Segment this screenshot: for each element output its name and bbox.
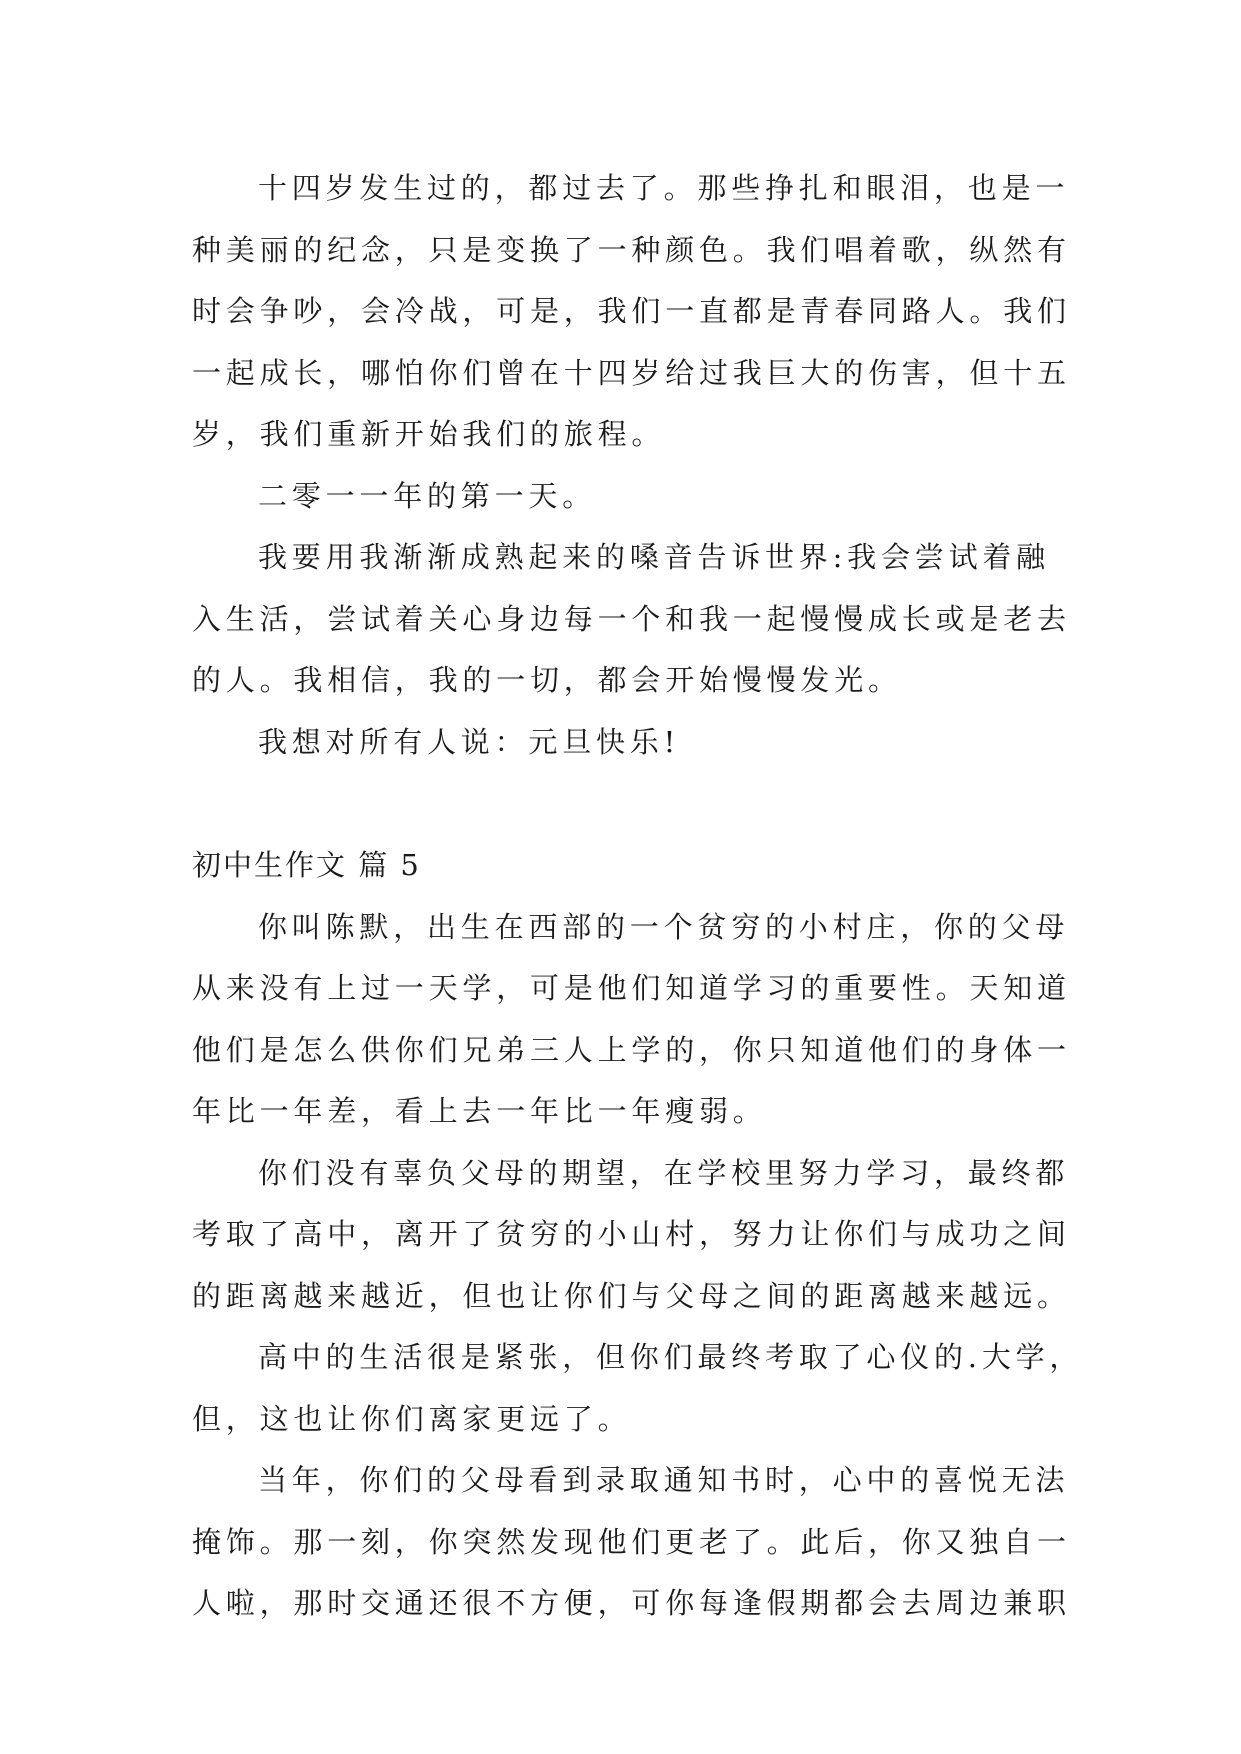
paragraph (192, 527, 1071, 712)
paragraph (192, 1143, 1071, 1328)
text-line: 但，这也让你们离家更远了。 (192, 1401, 632, 1436)
text-line: 二零一一年的第一天。 (258, 478, 597, 513)
text-line: 时会争吵，会冷战，可是，我们一直都是青春同路人。我们 (192, 294, 1071, 328)
text-line: 种美丽的纪念，只是变换了一种颜色。我们唱着歌，纵然有 (192, 232, 1071, 267)
paragraph (192, 712, 1052, 774)
text-line: 掩饰。那一刻，你突然发现他们更老了。此后，你又独自一 (192, 1524, 1071, 1559)
paragraph (192, 1450, 1071, 1635)
text-line: 岁，我们重新开始我们的旅程。 (192, 417, 666, 451)
text-line: 高中的生活很是紧张，但你们最终考取了心仪的.大学， (258, 1340, 1084, 1374)
paragraph (192, 897, 1071, 1143)
text-line: 人啦，那时交通还很不方便，可你每逢假期都会去周边兼职 (192, 1586, 1071, 1620)
text-line: 当年，你们的父母看到录取通知书时，心中的喜悦无法 (258, 1463, 1070, 1497)
paragraph (192, 466, 1052, 528)
paragraph-gap (192, 773, 1052, 835)
paragraph (192, 158, 1071, 466)
text-line: 我要用我渐渐成熟起来的嗓音告诉世界:我会尝试着融 (258, 540, 1050, 574)
text-line: 你叫陈默，出生在西部的一个贫穷的小村庄，你的父母 (258, 909, 1070, 944)
text-line: 从来没有上过一天学，可是他们知道学习的重要性。天知道 (192, 971, 1071, 1005)
paragraph (192, 1327, 1084, 1450)
text-line: 年比一年差，看上去一年比一年瘦弱。 (192, 1094, 767, 1128)
text-line: 我想对所有人说：元旦快乐! (258, 724, 681, 759)
text-line: 的距离越来越近，但也让你们与父母之间的距离越来越远。 (192, 1278, 1071, 1313)
text-line: 你们没有辜负父母的期望，在学校里努力学习，最终都 (258, 1155, 1070, 1190)
text-line: 十四岁发生过的，都过去了。那些挣扎和眼泪，也是一 (258, 171, 1070, 205)
section-heading: 初中生作文 篇 5 (192, 848, 421, 882)
text-line: 入生活，尝试着关心身边每一个和我一起慢慢成长或是老去 (192, 601, 1071, 636)
text-line: 他们是怎么供你们兄弟三人上学的，你只知道他们的身体一 (192, 1032, 1071, 1067)
text-line: 考取了高中，离开了贫穷的小山村，努力让你们与成功之间 (192, 1217, 1071, 1251)
text-line: 的人。我相信，我的一切，都会开始慢慢发光。 (192, 663, 902, 697)
text-line: 一起成长，哪怕你们曾在十四岁给过我巨大的伤害，但十五 (192, 355, 1071, 390)
document-body (192, 158, 1084, 1635)
